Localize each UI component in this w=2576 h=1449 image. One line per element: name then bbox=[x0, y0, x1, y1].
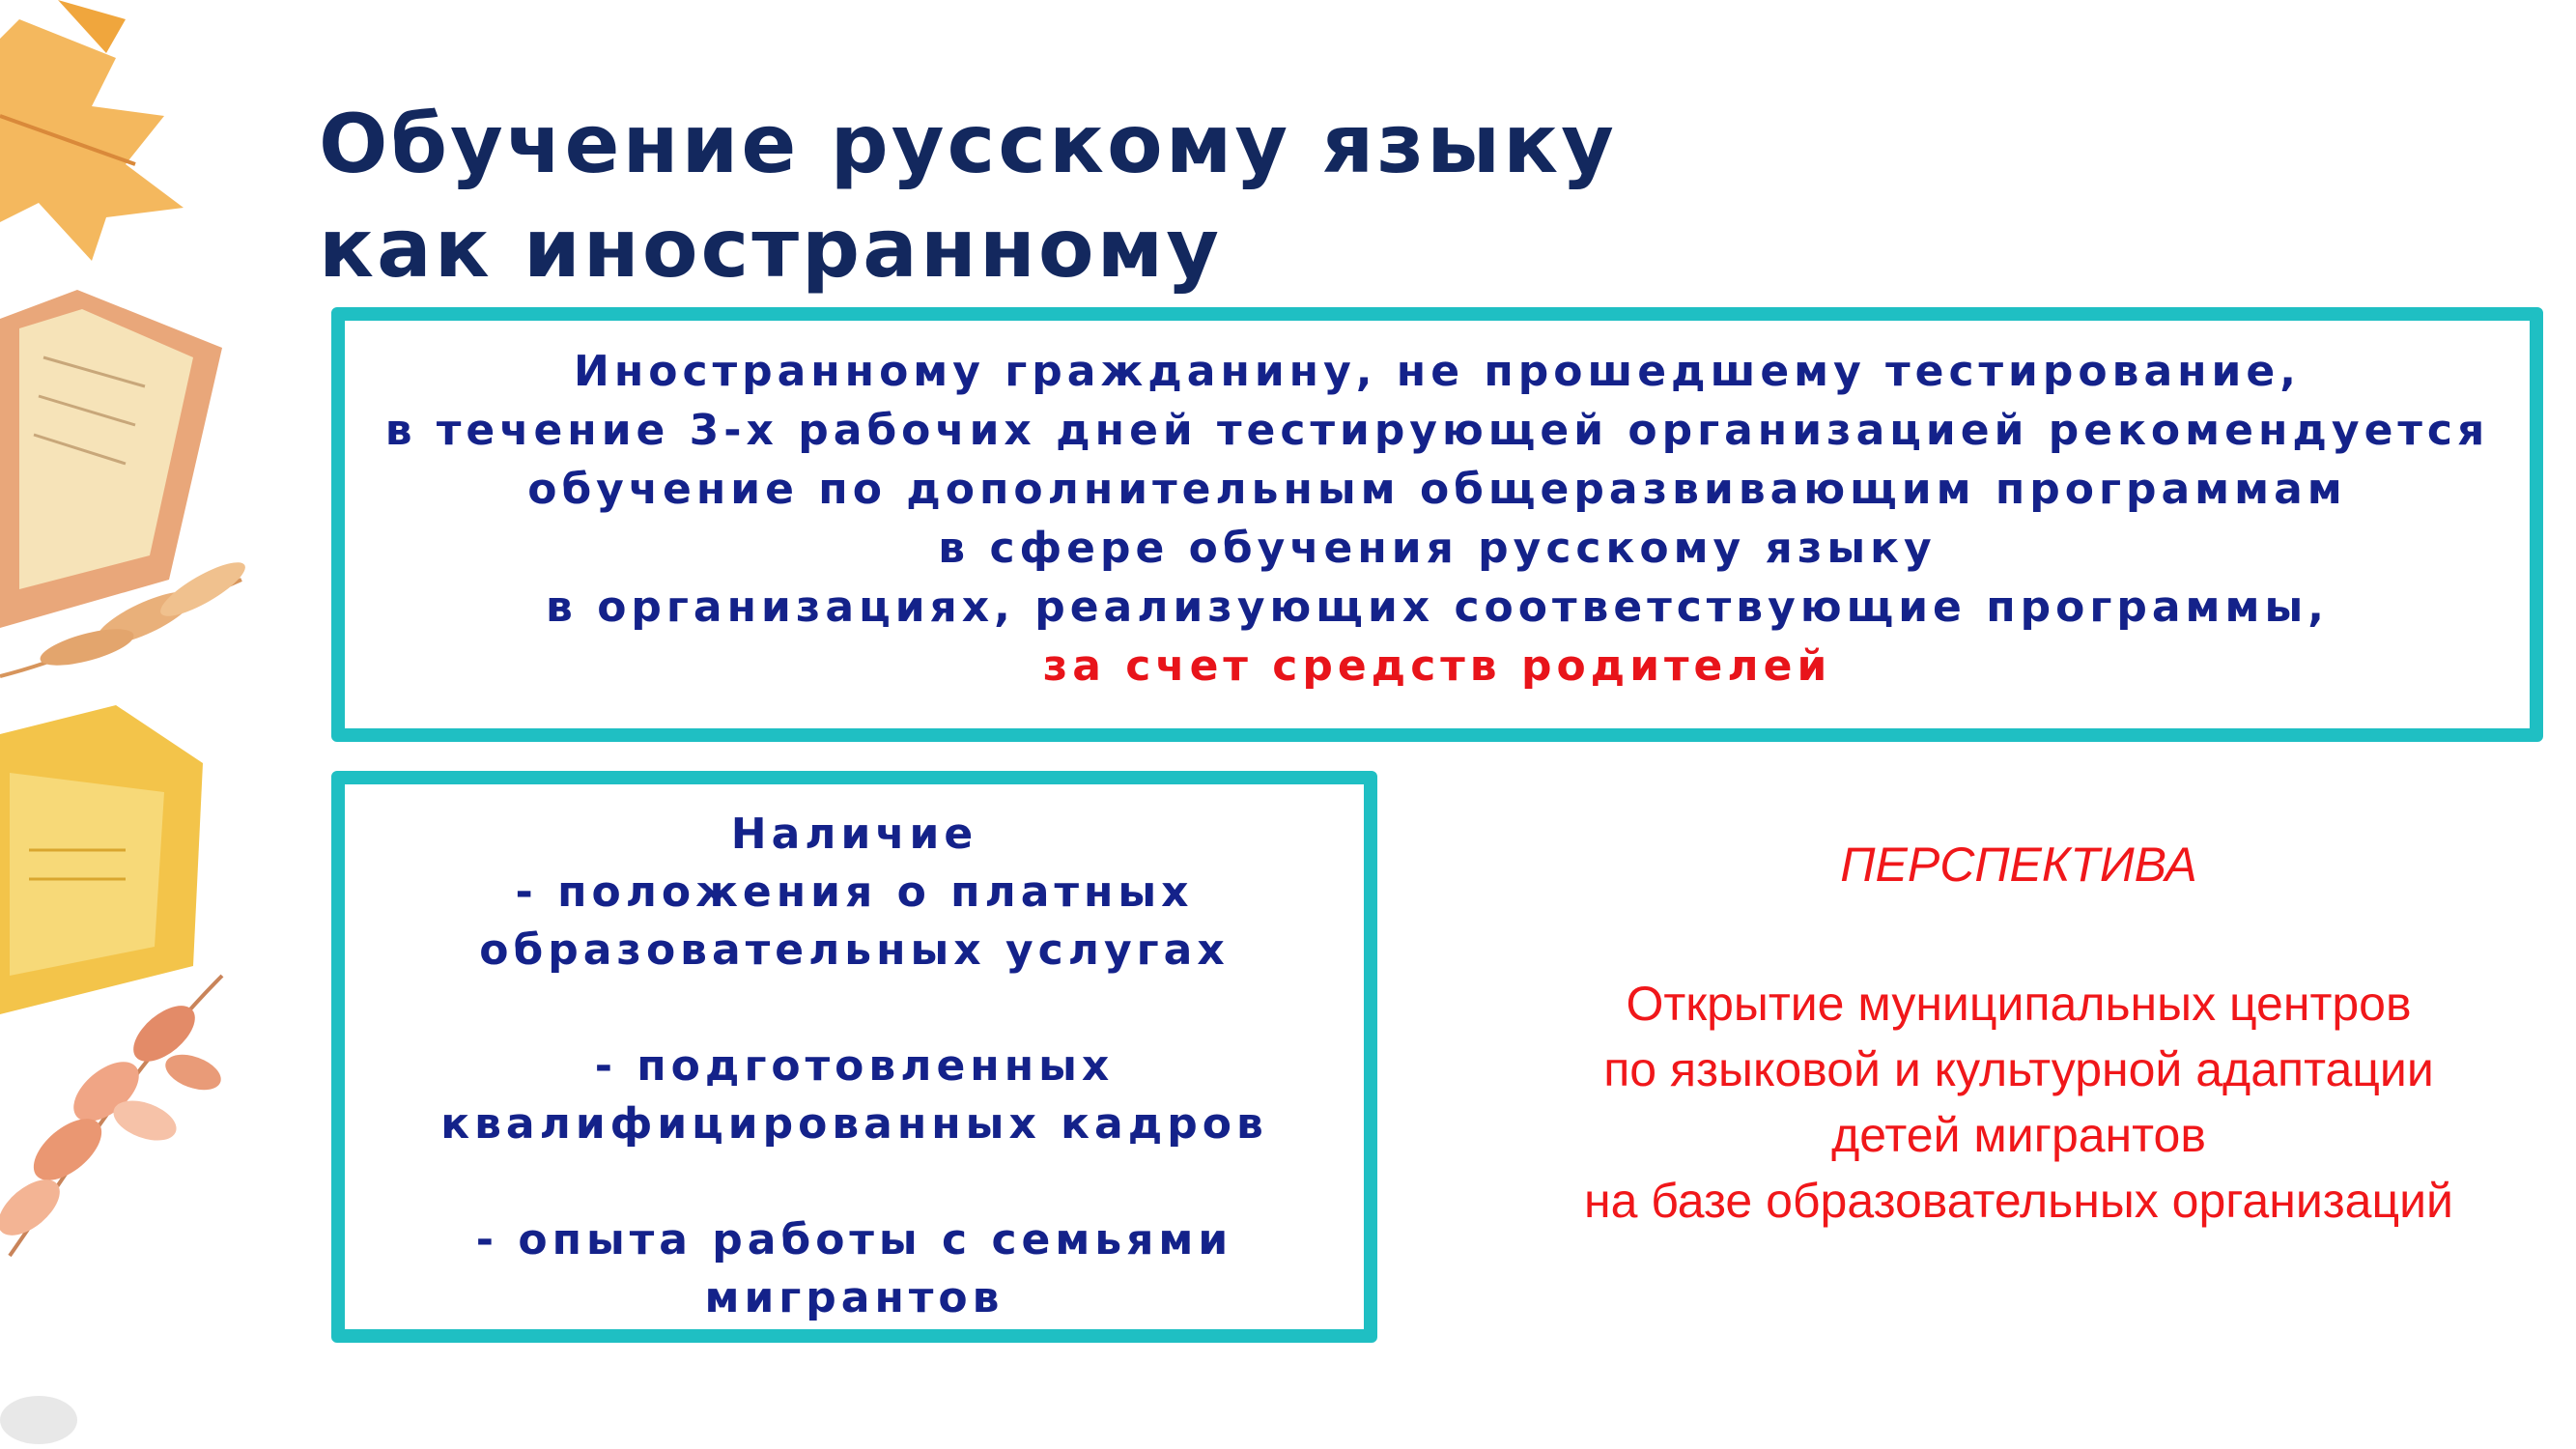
perspective-line: на базе образовательных организаций bbox=[1584, 1174, 2453, 1228]
testing-info-box bbox=[331, 307, 2543, 742]
requirement-item: - подготовленных bbox=[594, 1041, 1115, 1091]
requirement-item: образовательных услугах bbox=[479, 925, 1230, 975]
info-line: в сфере обучения русскому языку bbox=[938, 524, 1937, 573]
title-line-1: Обучение русскому языку bbox=[319, 97, 1617, 191]
autumn-leaf-icon bbox=[0, 0, 184, 261]
autumn-decoration bbox=[0, 0, 309, 1449]
info-line: в течение 3-х рабочих дней тестирующей организацией рекомендуется bbox=[384, 406, 2490, 455]
info-line: в организациях, реализующих соответствующие программы, bbox=[546, 582, 2329, 632]
requirement-item: - опыта работы с семьями bbox=[475, 1215, 1233, 1264]
perspective-line: Открытие муниципальных центров bbox=[1626, 977, 2412, 1031]
page-title bbox=[319, 92, 1617, 300]
requirement-item: - положения о платных bbox=[515, 867, 1194, 917]
requirement-item: мигрантов bbox=[704, 1273, 1005, 1322]
requirements-heading: Наличие bbox=[730, 810, 978, 859]
requirement-item: квалифицированных кадров bbox=[440, 1099, 1268, 1149]
perspective-block bbox=[1468, 836, 2569, 1234]
book-icon bbox=[0, 290, 222, 628]
perspective-line: детей мигрантов bbox=[1831, 1108, 2206, 1162]
parents-funding-highlight: за счет средств родителей bbox=[1042, 641, 1832, 691]
info-line: обучение по дополнительным общеразвивающим программам bbox=[527, 465, 2347, 514]
info-line: Иностранному гражданину, не прошедшему тестирование, bbox=[574, 347, 2301, 396]
requirements-box bbox=[331, 771, 1377, 1343]
perspective-line: по языковой и культурной адаптации bbox=[1603, 1042, 2434, 1096]
title-line-2: как иностранному bbox=[319, 201, 1223, 296]
perspective-heading: ПЕРСПЕКТИВА bbox=[1840, 838, 2197, 892]
